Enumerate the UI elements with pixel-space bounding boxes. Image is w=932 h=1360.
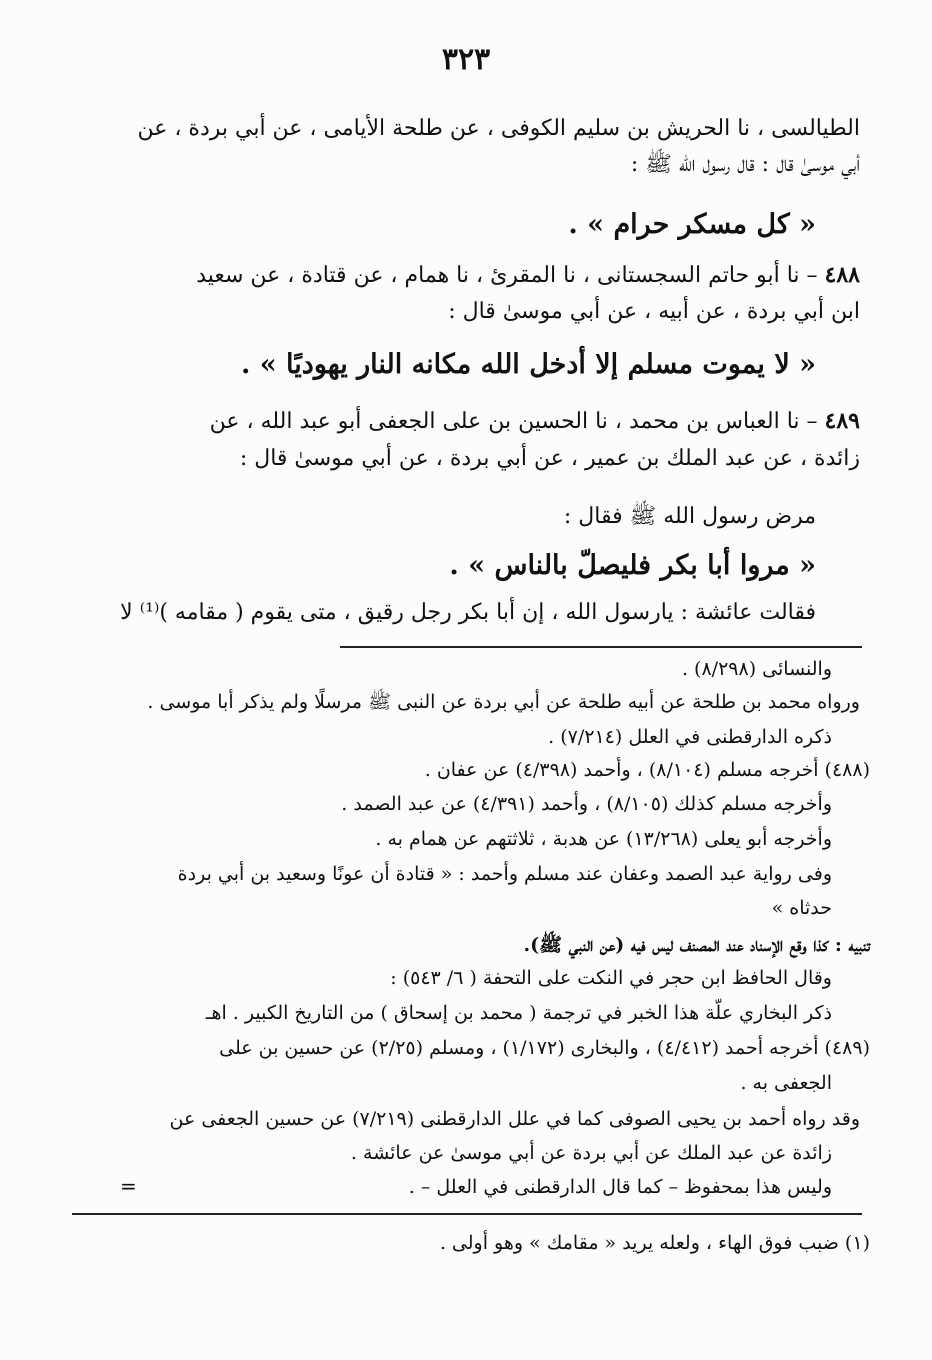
hadith-text: « كل مسكر حرام » . xyxy=(568,209,816,240)
footnote-line: وليس هذا بمحفوظ – كما قال الدارقطنى في العلل – . xyxy=(408,1176,832,1198)
continuation-mark: = xyxy=(120,1174,137,1198)
hadith-number: ٤٨٨ xyxy=(824,262,860,288)
text-line: الطيالسى ، نا الحريش بن سليم الكوفى ، عن طلحة الأيامى ، عن أبي بردة ، عن xyxy=(137,116,860,141)
footnote-line: ذكر البخاري علّة هذا الخبر في ترجمة ( محمد بن إسحاق ) من التاريخ الكبير . اهـ xyxy=(205,1002,832,1024)
hadith-text: « لا يموت مسلم إلا أدخل الله مكانه النار يهوديًا » . xyxy=(240,349,816,380)
text-line: أبي موسىٰ قال : قال رسول الله ﷺ : xyxy=(630,152,860,177)
text-line: فقالت عائشة : يارسول الله ، إن أبا بكر رجل رقيق ، متى يقوم ( مقامه )⁽¹⁾ لا xyxy=(120,600,816,625)
footnote-line: وقد رواه أحمد بن يحيى الصوفى كما في علل الدارقطنى (٧/٢١٩) عن حسين الجعفى عن xyxy=(169,1108,860,1130)
footnote-separator xyxy=(72,1213,862,1215)
footnote-line: ذكره الدارقطنى في العلل (٧/٢١٤) . xyxy=(548,726,832,748)
text-line: مرض رسول الله ﷺ فقال : xyxy=(563,504,816,529)
footnote-line: وأخرجه مسلم كذلك (٨/١٠٥) ، وأحمد (٤/٣٩١) عن عبد الصمد . xyxy=(341,793,832,815)
footnote-separator xyxy=(340,646,862,648)
text-line: – نا العباس بن محمد ، نا الحسين بن على الجعفى أبو عبد الله ، عن xyxy=(209,409,825,434)
page-number: ٣٢٣ xyxy=(441,42,491,77)
text-line: زائدة ، عن عبد الملك بن عمير ، عن أبي بردة ، عن أبي موسىٰ قال : xyxy=(239,446,860,471)
footnote-line: زائدة عن عبد الملك عن أبي بردة عن أبي موسىٰ عن عائشة . xyxy=(350,1142,832,1164)
hadith-text: « مروا أبا بكر فليصلّ بالناس » . xyxy=(449,550,816,581)
footnote-line: (٤٨٩) أخرجه أحمد (٤/٤١٢) ، والبخارى (١/١٧٢) ، ومسلم (٢/٢٥) عن حسين بن على xyxy=(219,1037,870,1059)
hadith-number: ٤٨٩ xyxy=(824,408,860,434)
hadith-488-header xyxy=(196,258,860,292)
footnote-line: حدثاه » xyxy=(771,897,832,919)
footnote-line: وفى رواية عبد الصمد وعفان عند مسلم وأحمد : « قتادة أن عونًا وسعيد بن أبي بردة xyxy=(177,863,832,885)
text-line: ابن أبي بردة ، عن أبيه ، عن أبي موسىٰ قال : xyxy=(448,299,860,324)
footnote-line: تنبيه : كذا وقع الإسناد عند المصنف ليس فيه (عن النبي ﷺ). xyxy=(523,934,870,956)
hadith-489-header xyxy=(210,404,860,438)
footnote-line: والنسائى (٨/٢٩٨) . xyxy=(681,658,832,680)
footnote-line: ورواه محمد بن طلحة عن أبيه طلحة عن أبي بردة عن النبى ﷺ مرسلًا ولم يذكر أبا موسى . xyxy=(147,691,860,713)
footnote-line: وقال الحافظ ابن حجر في النكت على التحفة ( ٦/ ٥٤٣) : xyxy=(390,967,832,989)
footnote-line: وأخرجه أبو يعلى (١٣/٢٦٨) عن هدبة ، ثلاثتهم عن همام به . xyxy=(375,828,832,850)
footnote-line: (١) ضبب فوق الهاء ، ولعله يريد « مقامك » وهو أولى . xyxy=(439,1232,870,1254)
footnote-line: (٤٨٨) أخرجه مسلم (٨/١٠٤) ، وأحمد (٤/٣٩٨) عن عفان . xyxy=(424,759,870,781)
footnote-line: الجعفى به . xyxy=(740,1072,832,1094)
text-line: – نا أبو حاتم السجستانى ، نا المقرئ ، نا همام ، عن قتادة ، عن سعيد xyxy=(196,263,825,288)
